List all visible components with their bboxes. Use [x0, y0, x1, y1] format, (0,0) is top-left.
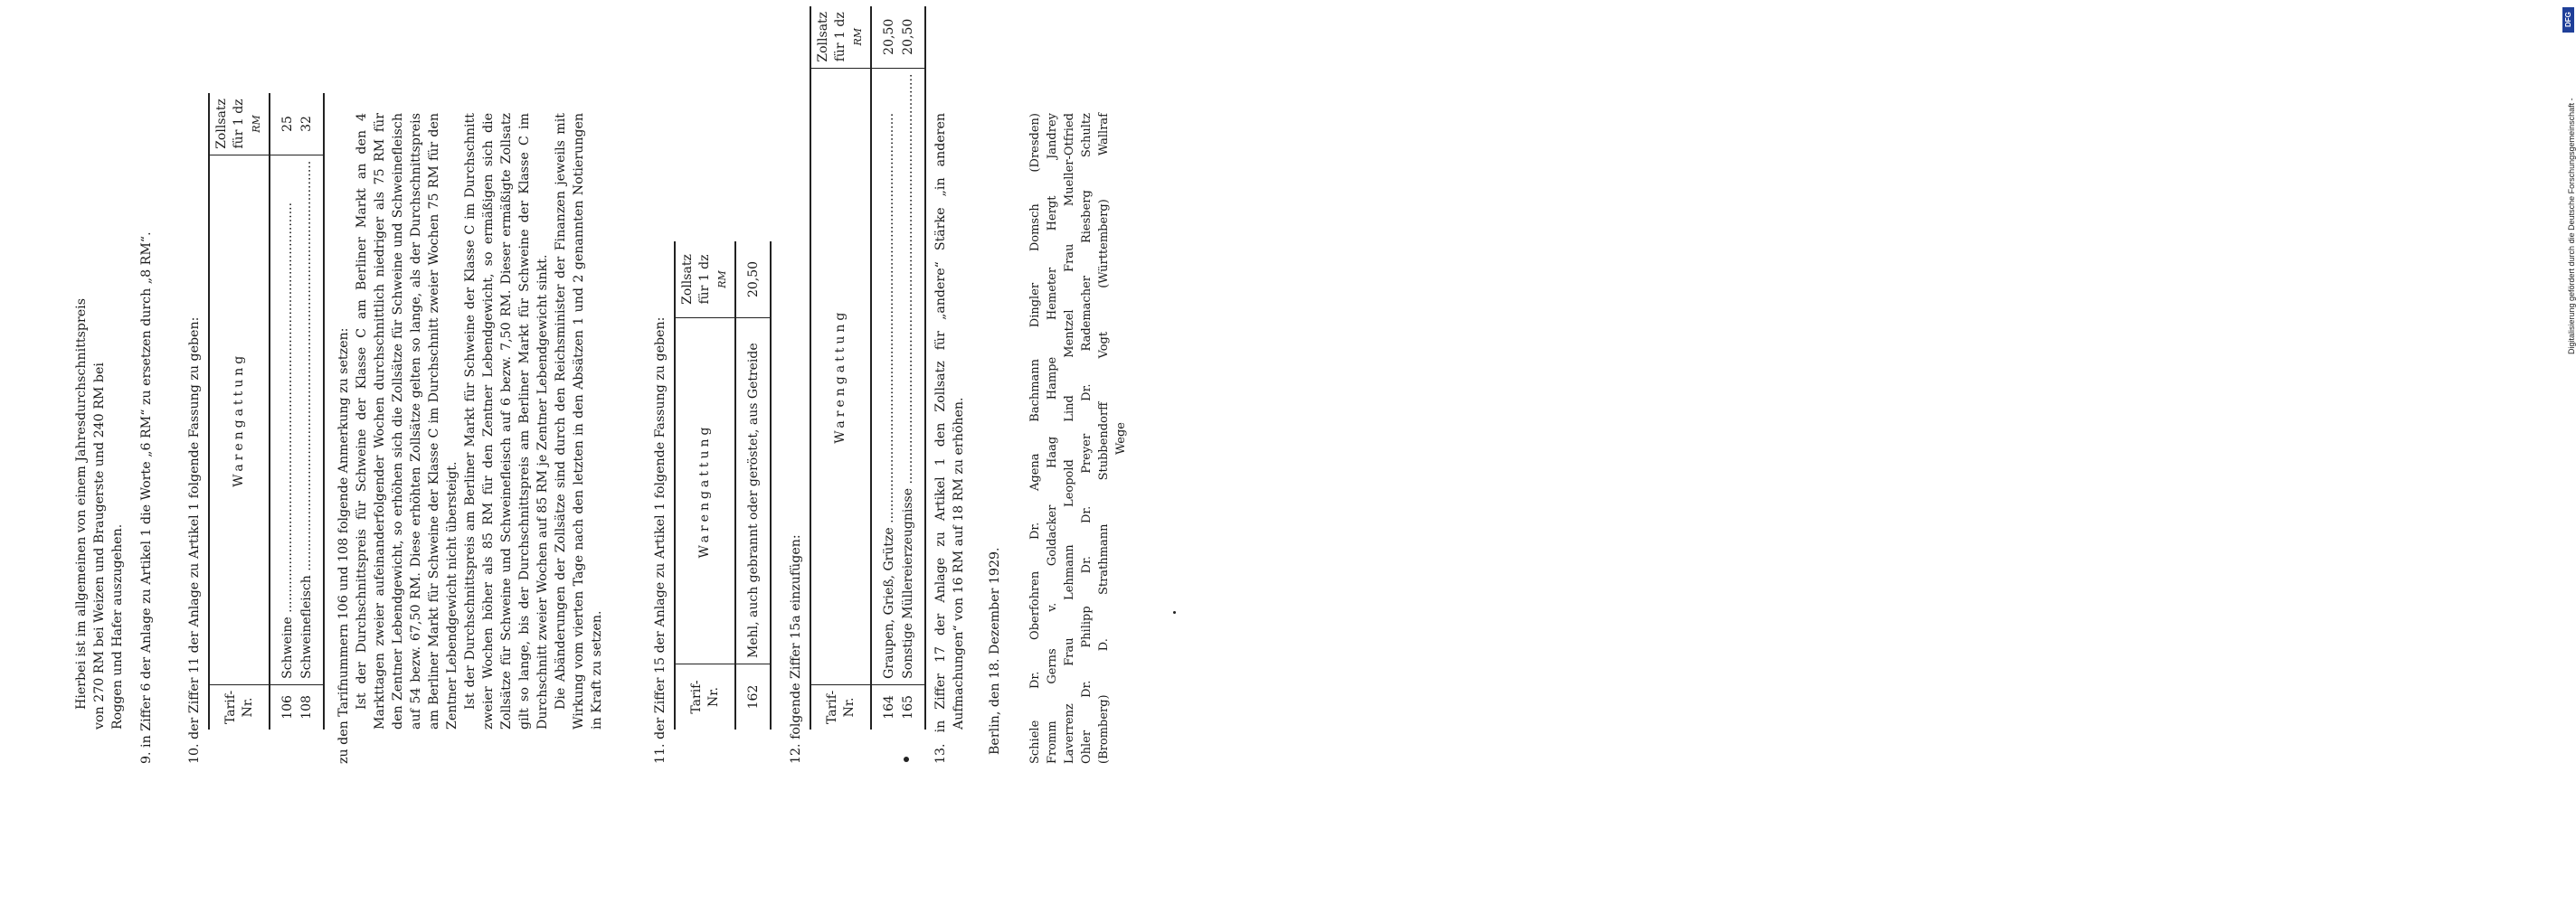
- signature-line: Schiele Dr. Oberfohren Dr. Agena Bachmann Dingler Domsch (Dresden): [1028, 113, 1042, 764]
- dfg-logo: DFG: [2562, 7, 2574, 33]
- intro-line-1: Hierbei ist im allgemeinen von einem Jahresdurchschnittspreis: [74, 298, 89, 710]
- anmerkung-paragraph-3: Die Abänderungen der Zollsätze sind durch den Reichsminister der Finanzen jeweils mit Wirkung vom vierten Tage nach den letzten in den Absätzen 1 und 2 genannten Notierungen in Kraft zu setzen.: [554, 113, 604, 730]
- tariff-table-12: Tarif- Nr. Warengattung Zollsatz für 1 dz RM 164 Graupen, Grieß, Grütze ..... 20,50 165 Sonstige Müllereierzeugnisse ..... 20,50: [810, 113, 926, 764]
- signatures: [1027, 113, 1130, 764]
- dfg-credit-text: Digitalisierung gefördert durch die Deutsche Forschungsgemeinschaft -: [2567, 98, 2576, 354]
- table-row: 106 Schweine ..... 25: [270, 93, 298, 730]
- signature-line: Wege: [1114, 422, 1128, 456]
- signature-line: Laverrenz Frau Lehmann Leopold Lind Mentzel Frau Mueller-Otfried: [1063, 113, 1076, 764]
- table-row: 162 Mehl, auch gebrannt oder geröstet, aus Getreide 20,50: [735, 241, 771, 730]
- intro-line-2: von 270 RM bei Weizen und Braugerste und 240 RM bei: [92, 363, 107, 730]
- intro-paragraph: [72, 113, 127, 764]
- table-row: 164 Graupen, Grieß, Grütze ..... 20,50: [871, 6, 899, 730]
- anmerkung-intro: zu den Tarifnummern 106 und 108 folgende Anmerkung zu setzen:: [336, 327, 351, 764]
- header-zollsatz: Zollsatz für 1 dz RM: [209, 93, 270, 155]
- item-12: [787, 113, 805, 764]
- intro-line-3: Roggen und Hafer auszugehen.: [110, 523, 125, 730]
- item-11-text: 11. der Ziffer 15 der Anlage zu Artikel 1 folgende Fassung zu geben:: [653, 316, 668, 764]
- table-row: 165 Sonstige Müllereierzeugnisse ..... 20,50: [899, 6, 925, 730]
- scan-speck: [904, 757, 909, 762]
- tariff-table-11: Tarif- Nr. Warengattung Zollsatz für 1 dz RM 162 Mehl, auch gebrannt oder geröstet, aus Getreide 20,50: [674, 113, 772, 764]
- signature-line: Fromm Gerns v. Goldacker Haag Hampe Hemeter Hergt Jandrey: [1046, 112, 1059, 764]
- header-tarif-nr: Tarif- Nr.: [209, 684, 270, 730]
- rotated-document-page: [72, 11, 1128, 764]
- anmerkung-paragraph-1: Ist der Durchschnittspreis für Schweine der Klasse C am Berliner Markt an den 4 Markttagen zweier aufeinanderfolgender Wochen durchschnittlich niedriger als 75 RM für den Zentner Lebendgewicht, so erhöhen sich die Zollsätze für Schweine und Schweinefleisch auf 54 bezw. 67,50 RM. Diese erhöhten Zollsätze gelten so lange, als der Durchschnittspreis am Berliner Markt für Schweine der Klasse C im Durchschnitt zweier Wochen 75 RM für den Zentner Lebendgewicht nicht übersteigt.: [355, 113, 459, 730]
- item-11: [651, 113, 669, 764]
- item-10: [185, 113, 204, 764]
- item-9: [137, 113, 156, 764]
- dateline: Berlin, den 18. Dezember 1929.: [988, 547, 1002, 755]
- item-13: [932, 113, 968, 764]
- item-13-text: 13. in Ziffer 17 der Anlage zu Artikel 1 den Zollsatz für „andere“ Stärke „in anderen Aufmachungen“ von 16 RM auf 18 RM zu erhöhen.: [933, 113, 966, 764]
- anmerkung: [335, 113, 606, 764]
- item-9-text: 9. in Ziffer 6 der Anlage zu Artikel 1 die Worte „6 RM“ zu ersetzen durch „8 RM“.: [139, 231, 154, 764]
- signature-line: Ohler Dr. Philipp Dr. Dr. Preyer Dr. Rademacher Riesberg Schultz: [1080, 113, 1094, 764]
- item-10-text: 10. der Ziffer 11 der Anlage zu Artikel 1 folgende Fassung zu geben:: [187, 316, 202, 764]
- table-row: 108 Schweinefleisch ..... 32: [298, 93, 324, 730]
- scan-speck: [1173, 611, 1176, 614]
- tariff-table-10: [208, 99, 325, 764]
- signature-line: (Bromberg) D. Strathmann Stubbendorff Vogt (Württemberg) Wallraf: [1097, 113, 1111, 764]
- anmerkung-paragraph-2: Ist der Durchschnittspreis am Berliner Markt für Schweine der Klasse C im Durchschnitt zweier Wochen höher als 85 RM für den Zentner Lebendgewicht, so ermäßigen sich die Zollsätze für Schweine und Schweinefleisch auf 6 bezw. 7,50 RM. Dieser ermäßigte Zollsatz gilt so lange, bis der Durchschnittspreis am Berliner Markt für Schweine der Klasse C im Durchschnitt zweier Wochen auf 85 RM je Zentner Lebendgewicht sinkt.: [463, 113, 550, 730]
- item-12-text: 12. folgende Ziffer 15a einzufügen:: [789, 534, 803, 764]
- digitization-credit-bar: [1279, 0, 2576, 904]
- header-warengattung: Warengattung: [209, 155, 270, 684]
